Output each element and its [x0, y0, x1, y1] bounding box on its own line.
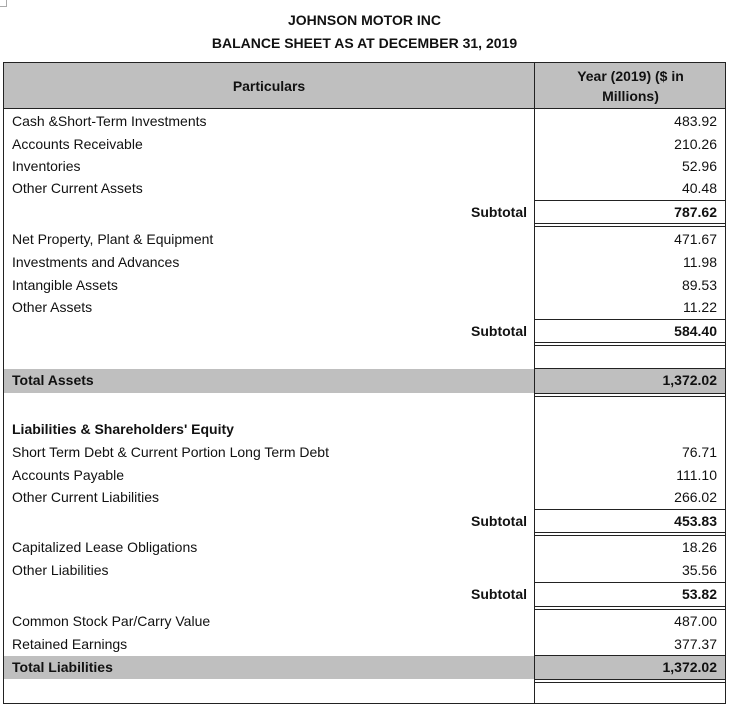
- table-row: [4, 274, 725, 296]
- table-row: [4, 155, 725, 177]
- section-heading-row: [4, 418, 725, 440]
- table-header: [4, 63, 725, 109]
- liabilities-heading: Liabilities & Shareholders' Equity: [12, 421, 234, 437]
- row-label: Other Liabilities: [12, 562, 109, 578]
- row-value: 210.26: [674, 136, 717, 152]
- subtotal-label: Subtotal: [471, 513, 527, 529]
- double-border: [535, 393, 725, 397]
- row-value: 76.71: [681, 444, 717, 460]
- subtotal-row: [4, 320, 725, 342]
- row-value: 40.48: [681, 180, 717, 196]
- total-liabilities-label: Total Liabilities: [12, 659, 113, 675]
- header-year: [534, 63, 726, 108]
- row-value: 35.56: [681, 562, 717, 578]
- table-row: [4, 110, 725, 132]
- row-label: Capitalized Lease Obligations: [12, 539, 198, 555]
- corner-mark: [0, 0, 7, 7]
- subtotal-value: 787.62: [674, 204, 717, 220]
- table-row: [4, 133, 725, 155]
- table-row: [4, 251, 725, 273]
- subtotal-label: Subtotal: [471, 323, 527, 339]
- row-label: Inventories: [12, 158, 81, 174]
- document-title: BALANCE SHEET AS AT DECEMBER 31, 2019: [211, 35, 518, 51]
- row-label: Accounts Payable: [12, 467, 125, 483]
- double-border: [535, 342, 725, 346]
- balance-sheet-table: [3, 62, 726, 704]
- table-row: [4, 177, 725, 199]
- row-label: Common Stock Par/Carry Value: [12, 613, 211, 629]
- row-value: 471.67: [674, 231, 717, 247]
- row-value: 111.10: [676, 467, 717, 483]
- row-label: Accounts Receivable: [12, 136, 143, 152]
- total-assets-label: Total Assets: [12, 372, 94, 388]
- table-row: [4, 441, 725, 463]
- subtotal-value: 584.40: [674, 323, 717, 339]
- row-value: 89.53: [681, 277, 717, 293]
- subtotal-label: Subtotal: [471, 204, 527, 220]
- subtotal-value: 53.82: [681, 586, 717, 602]
- row-value: 11.98: [683, 254, 717, 270]
- table-row: [4, 559, 725, 581]
- table-row: [4, 486, 725, 508]
- row-value: 266.02: [674, 489, 717, 505]
- column-divider: [534, 656, 535, 679]
- row-label: Intangible Assets: [12, 277, 118, 293]
- subtotal-row: [4, 583, 725, 605]
- table-row: [4, 633, 725, 655]
- row-value: 377.37: [674, 636, 717, 652]
- table-row: [4, 610, 725, 632]
- total-liabilities-row: [4, 656, 725, 679]
- subtotal-row: [4, 510, 725, 532]
- row-value: 18.26: [681, 539, 717, 555]
- double-border: [535, 223, 725, 227]
- table-row: [4, 464, 725, 486]
- row-value: 483.92: [674, 113, 717, 129]
- header-year-label: Year (2019) ($ in Millions): [577, 67, 684, 104]
- row-value: 52.96: [681, 158, 717, 174]
- column-divider: [534, 369, 535, 393]
- row-label: Cash &Short-Term Investments: [12, 113, 207, 129]
- subtotal-label: Subtotal: [471, 586, 527, 602]
- total-assets-value: 1,372.02: [662, 372, 717, 388]
- row-label: Other Current Assets: [12, 180, 143, 196]
- subtotal-row: [4, 201, 725, 223]
- table-row: [4, 228, 725, 250]
- row-label: Short Term Debt & Current Portion Long Term Debt: [12, 444, 329, 460]
- row-label: Other Current Liabilities: [12, 489, 160, 505]
- header-particulars: Particulars: [232, 77, 306, 94]
- table-row: [4, 536, 725, 558]
- company-name: JOHNSON MOTOR INC: [288, 12, 441, 28]
- row-label: Retained Earnings: [12, 636, 128, 652]
- row-label: Other Assets: [12, 299, 93, 315]
- table-row: [4, 296, 725, 318]
- row-value: 487.00: [674, 613, 717, 629]
- subtotal-value: 453.83: [674, 513, 717, 529]
- double-border: [535, 679, 725, 683]
- row-label: Investments and Advances: [12, 254, 180, 270]
- row-value: 11.22: [683, 299, 717, 315]
- total-assets-row: [4, 369, 725, 393]
- row-label: Net Property, Plant & Equipment: [12, 231, 214, 247]
- total-liabilities-value: 1,372.02: [662, 659, 717, 675]
